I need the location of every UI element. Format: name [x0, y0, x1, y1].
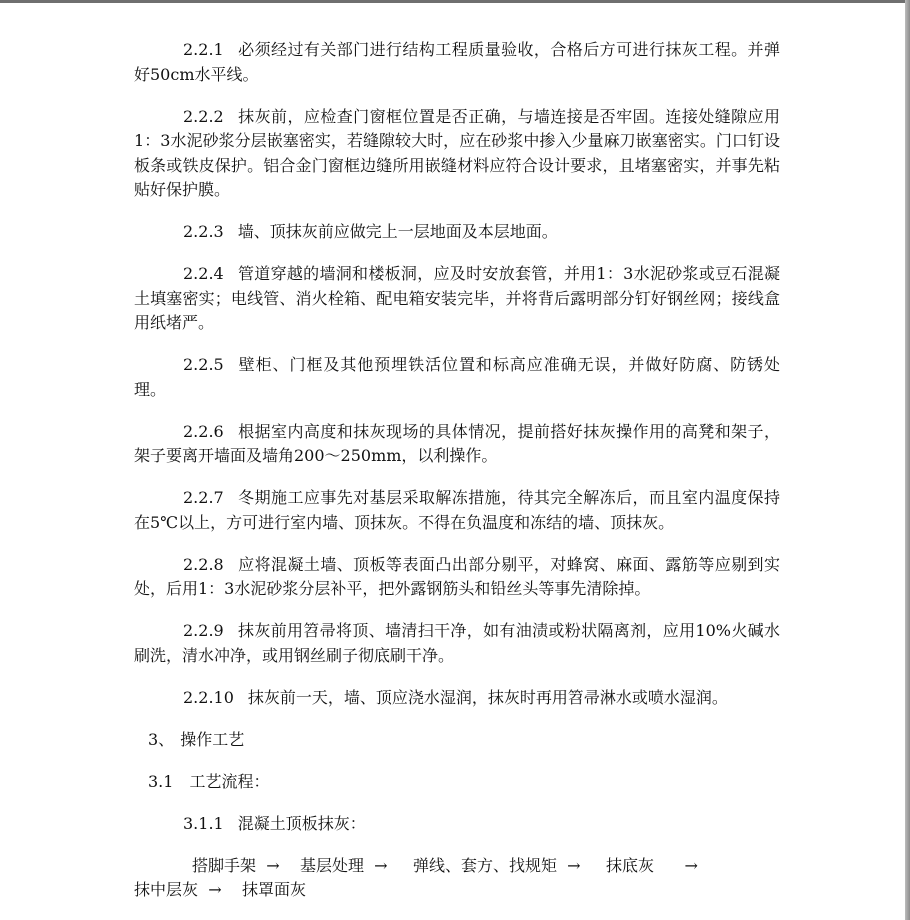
clause-text: 抹灰前，应检查门窗框位置是否正确，与墙连接是否牢固。连接处缝隙应用1：3水泥砂浆分层嵌塞密实，若缝隙较大时，应在砂浆中掺入少量麻刀嵌塞密实。门口钉设板条或铁皮保护。铝合金门窗框边缝所用嵌缝材料应符合设计要求，且堵塞密实，并事先粘贴好保护膜。 — [134, 106, 780, 199]
clause-text: 墙、顶抹灰前应做完上一层地面及本层地面。 — [237, 222, 558, 241]
subsection-number: 3.1 — [148, 771, 174, 791]
process-flow-line-2 — [134, 878, 780, 903]
flow-step: 抹罩面灰 — [241, 880, 306, 899]
flow-step: 抹中层灰 — [134, 880, 199, 899]
subsubsection-title: 混凝土顶板抹灰： — [237, 813, 366, 833]
clause-text: 管道穿越的墙洞和楼板洞，应及时安放套管，并用1：3水泥砂浆或豆石混凝土填塞密实；电线管、消火栓箱、配电箱安装完毕，并将背后露明部分钉好钢丝网；接线盒用纸堵严。 — [134, 264, 780, 332]
paragraph-2-2-6 — [134, 420, 780, 469]
clause-number: 2.2.9 — [183, 621, 224, 640]
paragraph-2-2-2 — [134, 105, 780, 203]
clause-number: 2.2.5 — [183, 355, 224, 374]
flow-arrow: → — [266, 855, 280, 875]
flow-arrow: → — [684, 855, 698, 875]
clause-number: 2.2.6 — [183, 421, 224, 441]
clause-number: 2.2.7 — [183, 488, 224, 507]
subsubsection-number: 3.1.1 — [183, 813, 224, 833]
subsection-title: 工艺流程： — [189, 771, 270, 791]
window-top-border — [0, 0, 910, 3]
paragraph-2-2-8 — [134, 553, 780, 602]
flow-step: 基层处理 — [299, 855, 364, 875]
process-flow — [134, 854, 780, 903]
subsubsection-heading — [183, 812, 780, 837]
clause-text: 抹灰前用笤帚将顶、墙清扫干净，如有油渍或粉状隔离剂，应用10%火碱水刷洗，清水冲净，或用钢丝刷子彻底刷干净。 — [134, 621, 780, 665]
paragraph-2-2-1 — [134, 38, 780, 87]
clause-text: 抹灰前一天，墙、顶应浇水湿润，抹灰时再用笤帚淋水或喷水湿润。 — [247, 687, 728, 707]
section-heading — [148, 728, 780, 753]
clause-number: 2.2.10 — [183, 687, 234, 707]
paragraph-2-2-10 — [134, 686, 780, 711]
clause-number: 2.2.1 — [183, 40, 224, 59]
clause-text: 应将混凝土墙、顶板等表面凸出部分剔平，对蜂窝、麻面、露筋等应剔到实处，后用1：3水泥砂浆分层补平，把外露钢筋头和铅丝头等事先清除掉。 — [134, 554, 780, 598]
paragraph-2-2-5 — [134, 353, 780, 402]
section-number: 3、 — [148, 729, 175, 749]
paragraph-2-2-3 — [134, 220, 780, 245]
window-right-scrollbar-edge[interactable] — [905, 0, 910, 920]
clause-number: 2.2.8 — [183, 554, 224, 574]
clause-number: 2.2.2 — [183, 106, 224, 126]
clause-number: 2.2.4 — [183, 264, 224, 283]
subsection-heading — [148, 770, 780, 795]
section-title: 操作工艺 — [180, 729, 245, 749]
paragraph-2-2-9 — [134, 619, 780, 668]
clause-number: 2.2.3 — [183, 222, 224, 241]
paragraph-2-2-4 — [134, 262, 780, 336]
document-page — [134, 38, 780, 903]
process-flow-line-1 — [134, 854, 780, 879]
clause-text: 壁柜、门框及其他预埋铁活位置和标高应准确无误，并做好防腐、防锈处理。 — [134, 355, 780, 399]
flow-arrow: → — [374, 855, 388, 875]
flow-step: 搭脚手架 — [192, 855, 257, 875]
clause-text: 根据室内高度和抹灰现场的具体情况，提前搭好抹灰操作用的高凳和架子，架子要离开墙面及墙角200～250mm，以利操作。 — [134, 421, 780, 465]
paragraph-2-2-7 — [134, 486, 780, 535]
flow-arrow: → — [208, 880, 222, 899]
clause-text: 必须经过有关部门进行结构工程质量验收，合格后方可进行抹灰工程。并弹好50cm水平线。 — [134, 40, 780, 84]
clause-text: 冬期施工应事先对基层采取解冻措施，待其完全解冻后，而且室内温度保持在5℃以上，方可进行室内墙、顶抹灰。不得在负温度和冻结的墙、顶抹灰。 — [134, 488, 780, 532]
flow-arrow: → — [567, 855, 581, 875]
flow-step: 弹线、套方、找规矩 — [412, 855, 557, 875]
flow-step: 抹底灰 — [606, 855, 655, 875]
